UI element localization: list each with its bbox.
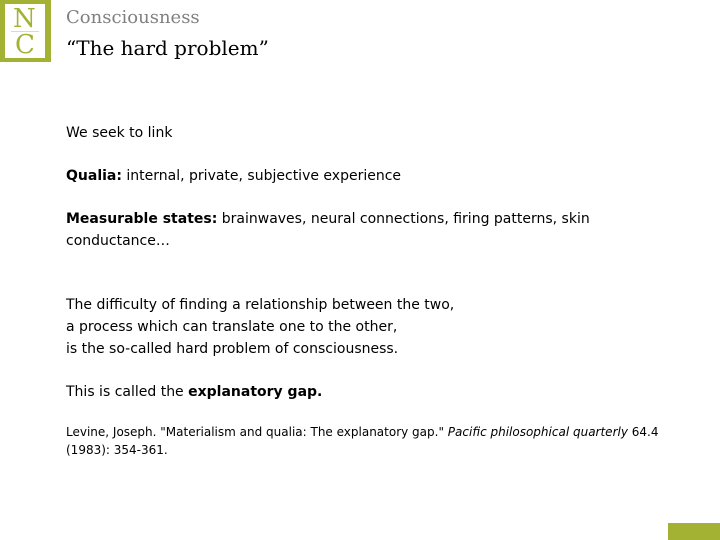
qualia-line [66, 165, 666, 187]
logo-letter-c: C [15, 30, 35, 60]
gap-line [66, 381, 666, 403]
difficulty-line-2: a process which can translate one to the other, [66, 319, 398, 335]
reference-journal: Pacific philosophical quarterly [447, 425, 628, 439]
nc-logo [0, 0, 51, 62]
reference-citation [66, 423, 686, 459]
gap-prefix: This is called the [66, 384, 189, 400]
intro-text: We seek to link [66, 125, 173, 141]
reference-authors-title: Levine, Joseph. "Materialism and qualia: The explanatory gap." [66, 425, 448, 439]
corner-accent [668, 523, 720, 540]
difficulty-line-1: The difficulty of finding a relationship between the two, [66, 297, 455, 313]
category-title: Consciousness [66, 7, 200, 28]
logo-letter-n: N [13, 4, 36, 34]
slide-title: “The hard problem” [66, 36, 269, 60]
measurable-label: Measurable states: [66, 211, 218, 227]
logo-inner [5, 4, 45, 58]
qualia-label: Qualia: [66, 168, 122, 184]
difficulty-line-3: is the so-called hard problem of consciousness. [66, 341, 399, 357]
qualia-text: internal, private, subjective experience [121, 168, 402, 184]
gap-term: explanatory gap. [188, 384, 323, 400]
measurable-text: brainwaves, neural connections, firing patterns, skin conductance… [66, 211, 590, 249]
difficulty-paragraph [66, 294, 666, 360]
reference-details: 64.4 (1983): 354-361. [66, 425, 659, 457]
measurable-line [66, 208, 666, 252]
